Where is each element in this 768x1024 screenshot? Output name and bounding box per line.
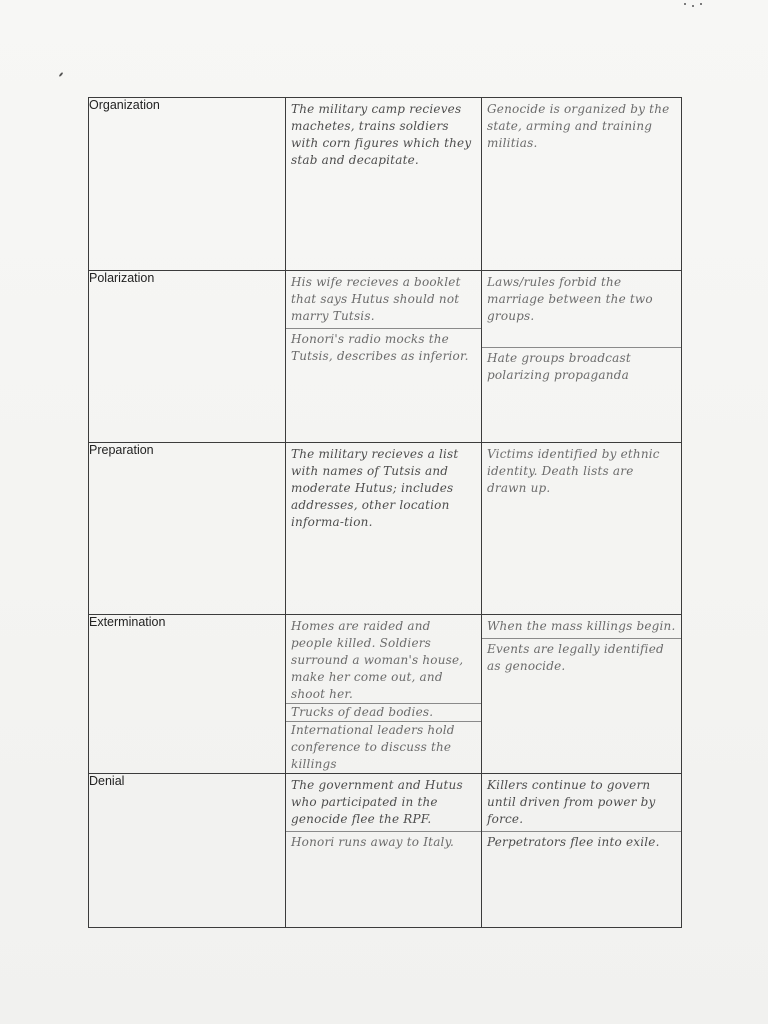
- handwritten-note: Trucks of dead bodies.: [286, 703, 481, 721]
- definition-cell: [482, 443, 682, 615]
- scan-speck: [59, 72, 64, 77]
- film-evidence-cell: [286, 98, 482, 271]
- table-row: [89, 615, 682, 774]
- stage-label: Polarization: [89, 271, 286, 443]
- scan-speck: [700, 3, 702, 5]
- handwritten-note: Perpetrators flee into exile.: [482, 831, 681, 851]
- handwritten-note: Killers continue to govern until driven from power by force.: [487, 778, 656, 826]
- definition-cell: [482, 98, 682, 271]
- table-row: [89, 443, 682, 615]
- handwritten-note: Honori's radio mocks the Tutsis, describes as inferior.: [286, 328, 481, 365]
- definition-cell: [482, 615, 682, 774]
- handwritten-note: Events are legally identified as genocide.: [482, 638, 681, 675]
- handwritten-note: The government and Hutus who participated in the genocide flee the RPF.: [291, 778, 463, 826]
- film-evidence-cell: [286, 615, 482, 774]
- table-row: [89, 98, 682, 271]
- stage-label: Extermination: [89, 615, 286, 774]
- handwritten-note: Honori runs away to Italy.: [286, 831, 481, 851]
- definition-cell: [482, 271, 682, 443]
- film-evidence-cell: [286, 443, 482, 615]
- handwritten-note: Laws/rules forbid the marriage between the two groups.: [487, 275, 653, 323]
- genocide-stages-table: [88, 97, 682, 928]
- film-evidence-cell: [286, 774, 482, 928]
- definition-cell: [482, 774, 682, 928]
- scan-speck: [684, 3, 686, 5]
- stage-label: Preparation: [89, 443, 286, 615]
- handwritten-note: Hate groups broadcast polarizing propaganda: [482, 347, 681, 384]
- stage-label: Denial: [89, 774, 286, 928]
- handwritten-note: Victims identified by ethnic identity. Death lists are drawn up.: [487, 447, 660, 495]
- handwritten-note: The military camp recieves machetes, trains soldiers with corn figures which they stab and decapitate.: [291, 102, 472, 167]
- handwritten-note: The military recieves a list with names of Tutsis and moderate Hutus; includes addresses, other location informa-tion.: [291, 447, 459, 529]
- table-row: [89, 271, 682, 443]
- handwritten-note: Genocide is organized by the state, arming and training militias.: [487, 102, 670, 150]
- handwritten-note: When the mass killings begin.: [487, 619, 676, 633]
- table-row: [89, 774, 682, 928]
- handwritten-note: Homes are raided and people killed. Soldiers surround a woman's house, make her come out, and shoot her.: [291, 619, 464, 701]
- film-evidence-cell: [286, 271, 482, 443]
- handwritten-note: International leaders hold conference to discuss the killings: [286, 721, 481, 773]
- stage-label: Organization: [89, 98, 286, 271]
- handwritten-note: His wife recieves a booklet that says Hutus should not marry Tutsis.: [291, 275, 461, 323]
- scan-speck: [692, 5, 694, 7]
